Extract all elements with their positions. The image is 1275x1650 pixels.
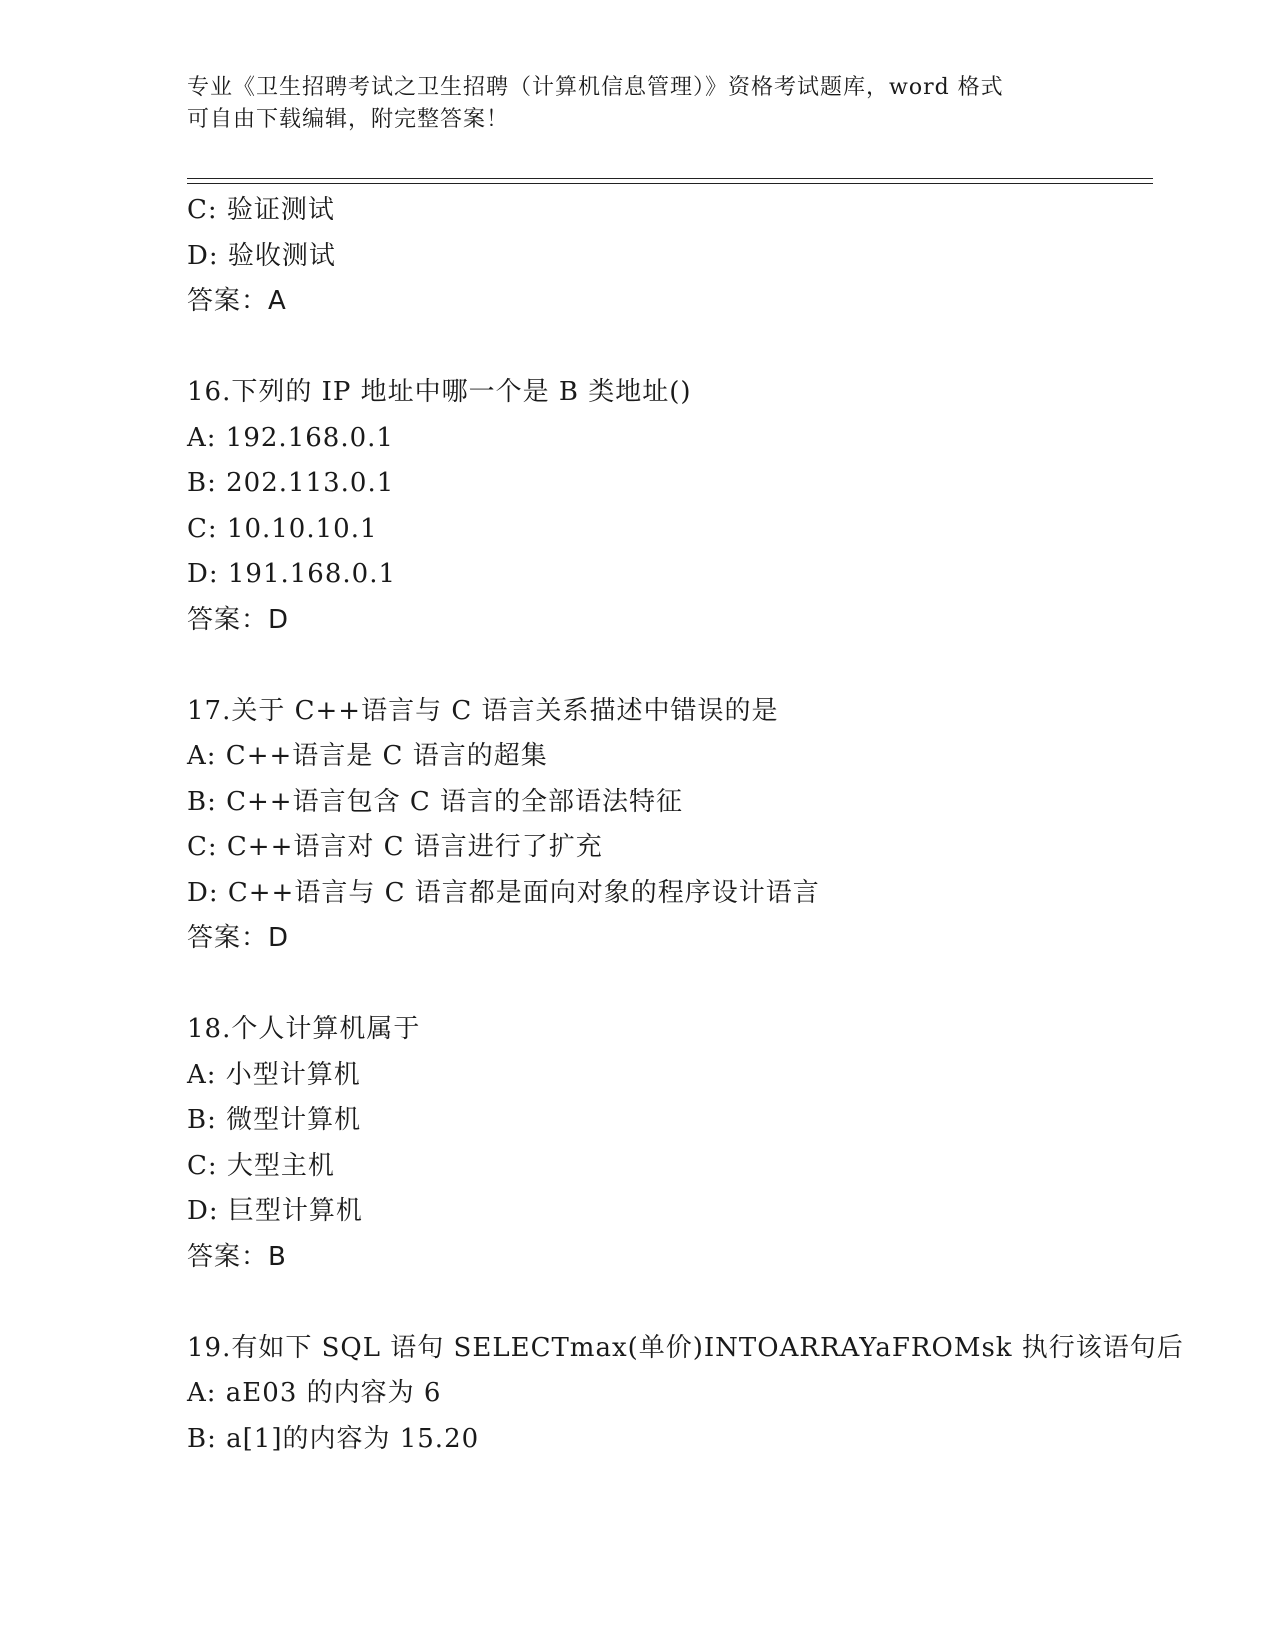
option-d: D: 巨型计算机 [187,1196,363,1226]
question-text: 18.个人计算机属于 [187,1014,421,1044]
option-c: C: 10.10.10.1 [187,513,378,544]
question-17 [187,689,1147,962]
question-16 [187,370,1147,643]
question-text: 16.下列的 IP 地址中哪一个是 B 类地址() [187,377,692,407]
question-text: 19.有如下 SQL 语句 SELECTmax(单价)INTOARRAYaFROMsk 执行该语句后 [187,1332,1184,1363]
option-c: C: C++语言对 C 语言进行了扩充 [187,832,603,862]
answer-line: 答案：D [187,923,290,953]
option-d: D: 验收测试 [187,240,336,271]
option-c: C: 大型主机 [187,1150,335,1181]
prev-question-block [187,188,1147,325]
answer-line: 答案：B [187,1241,287,1272]
document-header [187,72,1087,136]
answer-line: 答案：D [187,604,290,635]
option-a: A: 192.168.0.1 [187,422,394,453]
spacer [187,325,1147,371]
question-19 [187,1326,1184,1463]
option-c: C: 验证测试 [187,195,335,225]
option-a: A: 小型计算机 [187,1059,361,1090]
option-a: A: C++语言是 C 语言的超集 [187,741,548,771]
option-b: B: C++语言包含 C 语言的全部语法特征 [187,786,684,817]
option-b: B: 202.113.0.1 [187,468,395,498]
spacer [187,1280,1147,1326]
header-line-2: 可自由下载编辑，附完整答案！ [187,107,510,132]
spacer [187,643,1147,689]
option-d: D: C++语言与 C 语言都是面向对象的程序设计语言 [187,877,820,908]
spacer [187,962,1147,1008]
option-d: D: 191.168.0.1 [187,559,396,589]
header-line-1: 专业《卫生招聘考试之卫生招聘（计算机信息管理）》资格考试题库，word 格式 [187,75,1004,100]
option-b: B: 微型计算机 [187,1105,362,1135]
header-rule-top [187,178,1153,179]
question-text: 17.关于 C++语言与 C 语言关系描述中错误的是 [187,695,779,726]
answer-line: 答案：A [187,286,287,316]
question-18 [187,1007,1147,1280]
option-a: A: aE03 的内容为 6 [187,1378,442,1408]
header-rule-bottom [187,183,1153,184]
option-b: B: a[1]的内容为 15.20 [187,1423,480,1454]
question-list [187,188,1184,1462]
